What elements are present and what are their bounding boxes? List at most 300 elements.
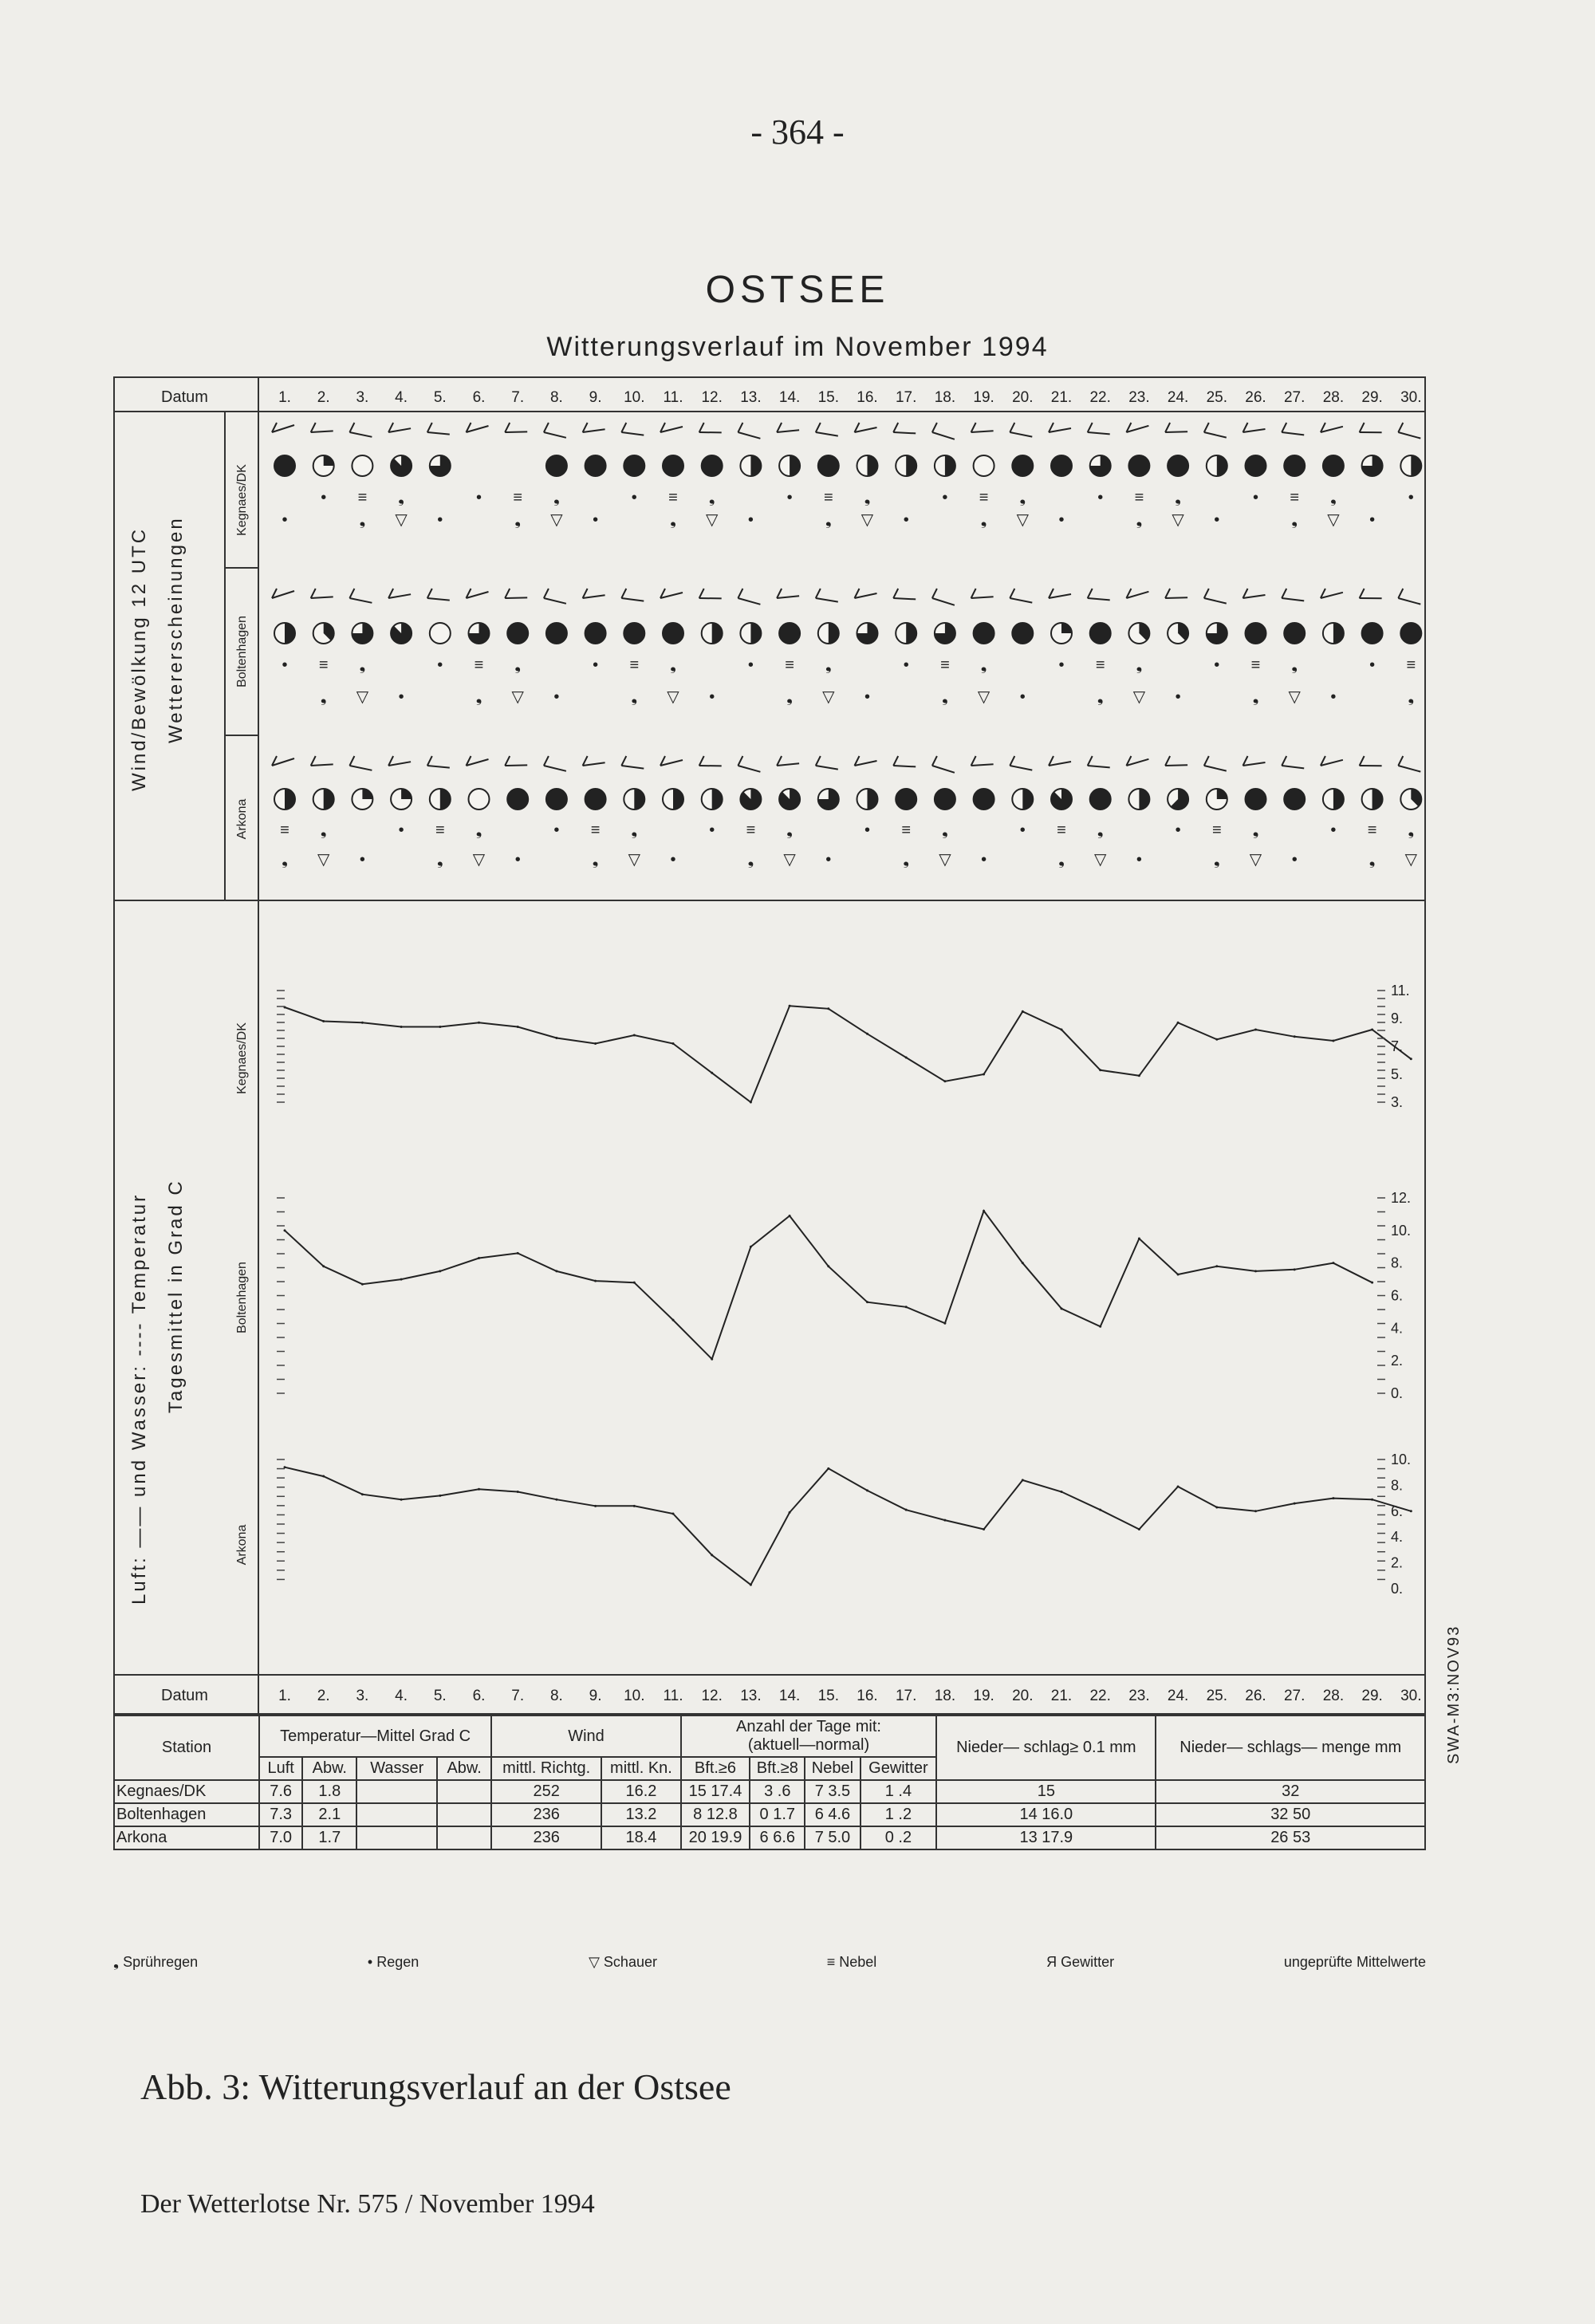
station-label-arkona-chart: Arkona bbox=[235, 1524, 249, 1566]
day-tick-label: 10. bbox=[624, 1688, 645, 1704]
cloud-cover-symbol bbox=[1284, 789, 1305, 809]
data-point bbox=[478, 1257, 480, 1259]
data-point bbox=[983, 1528, 985, 1530]
cloud-cover-symbol bbox=[1012, 455, 1033, 476]
cloud-cover-symbol bbox=[1323, 623, 1344, 644]
data-point bbox=[1177, 1273, 1180, 1275]
cloud-cover-symbol bbox=[702, 623, 723, 644]
station-header: Station bbox=[114, 1715, 259, 1780]
wind-barb bbox=[1243, 589, 1266, 598]
weather-glyph: • bbox=[282, 656, 288, 674]
cloud-cover-symbol bbox=[546, 623, 567, 644]
legend-note: ungeprüfte Mittelwerte bbox=[1283, 1954, 1426, 1970]
weather-glyph: ▽ bbox=[395, 511, 408, 529]
cloud-cover-symbol bbox=[818, 789, 839, 809]
cloud-cover-symbol bbox=[1362, 455, 1383, 476]
cloud-cover-symbol bbox=[1090, 455, 1111, 476]
wind-barb bbox=[427, 423, 450, 435]
cloud-cover-symbol bbox=[663, 455, 683, 476]
y-tick-label: 2. bbox=[1391, 1554, 1404, 1571]
wind-barb bbox=[311, 423, 333, 432]
wind-barb bbox=[1165, 423, 1187, 432]
weather-glyph: ≡ bbox=[1250, 656, 1261, 674]
weather-glyph: ❟ bbox=[359, 656, 366, 674]
weather-glyph: ≡ bbox=[629, 656, 640, 674]
col-abw: Abw. bbox=[302, 1757, 356, 1780]
wind-barb bbox=[699, 589, 722, 598]
weather-glyph: • bbox=[1330, 688, 1337, 706]
cloud-cover-symbol bbox=[1168, 623, 1188, 644]
wind-barb bbox=[1088, 756, 1110, 767]
wind-barb bbox=[1360, 756, 1382, 766]
cloud-cover-symbol bbox=[1323, 789, 1344, 809]
legend-thunder: Я Gewitter bbox=[1046, 1954, 1115, 1970]
weather-glyph: • bbox=[1330, 821, 1337, 839]
wind-barb bbox=[777, 589, 799, 598]
weather-glyph: • bbox=[1369, 656, 1376, 674]
col-luft: Luft bbox=[259, 1757, 302, 1780]
wind-barb bbox=[544, 589, 566, 604]
figure-caption: Abb. 3: Witterungsverlauf an der Ostsee bbox=[140, 2066, 731, 2107]
wind-barb bbox=[1088, 589, 1110, 600]
weather-glyph: • bbox=[786, 489, 793, 506]
weather-glyph: • bbox=[1214, 656, 1220, 674]
data-point bbox=[555, 1270, 557, 1272]
cloud-cover-symbol bbox=[935, 455, 955, 476]
day-tick-label: 11. bbox=[663, 1688, 683, 1704]
weather-glyph: ❟ bbox=[1136, 656, 1143, 674]
cloud-cover-symbol bbox=[663, 623, 683, 644]
day-tick-label: 13. bbox=[740, 389, 762, 406]
weather-glyph: ❟ bbox=[475, 688, 482, 706]
weather-glyph: ≡ bbox=[1290, 489, 1300, 506]
weather-glyph: ▽ bbox=[939, 851, 951, 869]
day-tick-label: 24. bbox=[1167, 389, 1189, 406]
day-tick-label: 5. bbox=[433, 1688, 447, 1704]
cloud-cover-symbol bbox=[857, 623, 878, 644]
weather-glyph: • bbox=[1214, 511, 1220, 529]
station-label-boltenhagen-top: Boltenhagen bbox=[235, 616, 249, 687]
weather-glyph: ❟ bbox=[1019, 489, 1026, 506]
data-point bbox=[1215, 1265, 1218, 1267]
data-point bbox=[789, 1005, 791, 1007]
y-tick-label: 4. bbox=[1391, 1529, 1404, 1546]
wind-barb bbox=[272, 589, 294, 598]
day-tick-label: 16. bbox=[857, 389, 878, 406]
data-point bbox=[322, 1265, 325, 1267]
cloud-cover-symbol bbox=[1207, 789, 1227, 809]
wind-barb bbox=[1282, 423, 1304, 435]
data-point bbox=[672, 1513, 675, 1515]
weather-glyph: • bbox=[359, 851, 365, 869]
cloud-cover-symbol bbox=[430, 789, 451, 809]
weather-glyph: ▽ bbox=[861, 511, 874, 529]
weather-glyph: ❟ bbox=[941, 688, 948, 706]
weather-glyph: ❟ bbox=[747, 851, 754, 869]
weather-glyph: ❟ bbox=[1136, 511, 1143, 529]
cloud-cover-symbol bbox=[546, 455, 567, 476]
wind-barb bbox=[427, 589, 450, 601]
weather-glyph: ❟ bbox=[980, 656, 987, 674]
y-tick-label: 10. bbox=[1391, 1222, 1412, 1239]
day-tick-label: 20. bbox=[1012, 389, 1034, 406]
day-tick-label: 22. bbox=[1089, 389, 1111, 406]
cloud-cover-symbol bbox=[1168, 789, 1188, 809]
weather-glyph: ❟ bbox=[282, 851, 288, 869]
day-tick-label: 5. bbox=[433, 389, 447, 406]
wind-barb bbox=[1282, 589, 1304, 601]
data-point bbox=[789, 1215, 791, 1217]
weather-glyph: ❟ bbox=[1097, 821, 1104, 839]
y-tick-label: 9. bbox=[1391, 1010, 1404, 1026]
weather-glyph: ≡ bbox=[474, 656, 484, 674]
col-wasser: Wasser bbox=[356, 1757, 437, 1780]
weather-glyph: • bbox=[282, 511, 288, 529]
weather-glyph: ❟ bbox=[1252, 821, 1259, 839]
weather-glyph: ▽ bbox=[628, 851, 640, 869]
wind-barb bbox=[388, 756, 411, 766]
weather-chart-svg bbox=[113, 376, 1426, 1715]
wind-barb bbox=[1243, 756, 1266, 766]
weather-glyph: ❟ bbox=[670, 656, 676, 674]
data-point bbox=[439, 1026, 441, 1028]
data-point bbox=[478, 1022, 480, 1024]
datum-label-bottom: Datum bbox=[161, 1687, 208, 1704]
wind-barb bbox=[893, 589, 916, 599]
cloud-cover-symbol bbox=[352, 455, 372, 476]
weather-glyph: ❟ bbox=[1408, 688, 1415, 706]
weather-glyph: ▽ bbox=[977, 688, 990, 706]
data-point bbox=[1254, 1510, 1257, 1512]
data-point bbox=[1254, 1270, 1257, 1272]
day-tick-label: 20. bbox=[1012, 1688, 1034, 1704]
wind-barb bbox=[349, 423, 372, 437]
data-point bbox=[711, 1554, 713, 1556]
weather-glyph: • bbox=[1136, 851, 1142, 869]
spray-icon: ❟ bbox=[113, 1954, 120, 1970]
weather-glyph: ≡ bbox=[1134, 489, 1144, 506]
weather-glyph: ❟ bbox=[1329, 489, 1337, 506]
weather-glyph: • bbox=[1097, 489, 1104, 506]
wind-barb bbox=[1010, 423, 1032, 437]
cloud-cover-symbol bbox=[585, 789, 606, 809]
day-tick-label: 4. bbox=[395, 389, 408, 406]
day-tick-label: 6. bbox=[472, 1688, 486, 1704]
wind-barb bbox=[1126, 423, 1148, 432]
data-point bbox=[517, 1026, 519, 1028]
day-tick-label: 19. bbox=[973, 389, 994, 406]
cloud-cover-symbol bbox=[702, 455, 723, 476]
data-point bbox=[517, 1491, 519, 1493]
day-tick-label: 12. bbox=[701, 1688, 723, 1704]
data-point bbox=[1177, 1022, 1180, 1024]
cloud-cover-symbol bbox=[313, 455, 334, 476]
wind-barb bbox=[544, 423, 566, 438]
cloud-cover-symbol bbox=[1362, 623, 1383, 644]
data-point bbox=[1177, 1486, 1180, 1488]
wind-barb bbox=[777, 423, 799, 432]
weather-glyph: ▽ bbox=[1132, 688, 1146, 706]
data-point bbox=[672, 1319, 675, 1322]
wind-barb bbox=[893, 423, 916, 433]
weather-glyph: ❟ bbox=[320, 688, 327, 706]
weather-glyph: • bbox=[1019, 821, 1026, 839]
wind-barb bbox=[893, 756, 916, 766]
data-point bbox=[439, 1495, 441, 1497]
wind-barb bbox=[1049, 423, 1071, 432]
weather-glyph: • bbox=[631, 489, 637, 506]
weather-glyph: ▽ bbox=[472, 851, 486, 869]
weather-phenomena-label: Wettererscheinungen bbox=[165, 516, 187, 743]
day-tick-label: 23. bbox=[1128, 389, 1150, 406]
day-tick-label: 30. bbox=[1400, 1688, 1422, 1704]
weather-glyph: ▽ bbox=[1249, 851, 1262, 869]
legend-rain: • Regen bbox=[367, 1954, 419, 1970]
cloud-cover-symbol bbox=[274, 455, 295, 476]
y-tick-label: 0. bbox=[1391, 1385, 1404, 1401]
weather-glyph: • bbox=[553, 688, 560, 706]
weather-glyph: • bbox=[593, 511, 599, 529]
data-point bbox=[1371, 1029, 1373, 1031]
weather-glyph: ❟ bbox=[631, 688, 638, 706]
wind-barb bbox=[1049, 589, 1071, 598]
day-tick-label: 29. bbox=[1361, 389, 1383, 406]
cloud-cover-symbol bbox=[740, 623, 761, 644]
weather-glyph: • bbox=[1175, 688, 1181, 706]
weather-glyph: ≡ bbox=[435, 821, 445, 839]
cloud-cover-symbol bbox=[935, 789, 955, 809]
weather-glyph: • bbox=[593, 656, 599, 674]
weather-glyph: ❟ bbox=[475, 821, 482, 839]
cloud-cover-symbol bbox=[585, 623, 606, 644]
data-point bbox=[1215, 1506, 1218, 1508]
wind-barb bbox=[1282, 756, 1304, 768]
day-tick-label: 16. bbox=[857, 1688, 878, 1704]
cloud-cover-symbol bbox=[857, 455, 878, 476]
temperature-charts bbox=[277, 983, 1412, 1597]
weather-glyph: • bbox=[514, 851, 521, 869]
wind-barb bbox=[1204, 756, 1227, 771]
data-point bbox=[1332, 1040, 1334, 1042]
cloud-cover-symbol bbox=[702, 789, 723, 809]
cloud-cover-symbol bbox=[313, 789, 334, 809]
day-tick-label: 18. bbox=[934, 1688, 956, 1704]
cloud-cover-symbol bbox=[779, 623, 800, 644]
data-point bbox=[1371, 1499, 1373, 1501]
wind-barb bbox=[583, 589, 605, 598]
data-point bbox=[1294, 1268, 1296, 1270]
wind-barb bbox=[932, 589, 955, 605]
weather-glyph: ❟ bbox=[670, 511, 676, 529]
legend-fog: ≡ Nebel bbox=[826, 1954, 877, 1970]
cloud-cover-symbol bbox=[663, 789, 683, 809]
weather-glyph: ❟ bbox=[1097, 688, 1104, 706]
day-tick-label: 25. bbox=[1206, 389, 1228, 406]
wind-barb bbox=[467, 589, 489, 598]
day-tick-label: 29. bbox=[1361, 1688, 1383, 1704]
weather-glyph: ❟ bbox=[1291, 511, 1298, 529]
precip-days-header: Nieder— schlag≥ 0.1 mm bbox=[936, 1715, 1156, 1780]
data-point bbox=[1410, 1058, 1412, 1060]
wind-barb bbox=[855, 756, 877, 766]
wind-barb bbox=[932, 423, 955, 439]
weather-glyph: • bbox=[553, 821, 560, 839]
weather-glyph: • bbox=[321, 489, 327, 506]
wind-header: Wind bbox=[491, 1715, 681, 1757]
wind-barb bbox=[1398, 756, 1420, 772]
col-bft8: Bft.≥8 bbox=[750, 1757, 805, 1780]
wind-barb bbox=[738, 423, 760, 439]
wind-barb bbox=[660, 423, 683, 432]
cloud-cover-symbol bbox=[1128, 789, 1149, 809]
data-point bbox=[1294, 1035, 1296, 1038]
wind-barb bbox=[388, 589, 411, 598]
wind-barb bbox=[971, 756, 994, 766]
wind-barb bbox=[1360, 423, 1382, 432]
data-point bbox=[1138, 1074, 1140, 1077]
temperature-label: Luft: —— und Wasser: ---- Temperatur bbox=[128, 1192, 150, 1605]
data-point bbox=[827, 1265, 829, 1267]
cloud-cover-symbol bbox=[1246, 455, 1266, 476]
day-tick-label: 15. bbox=[817, 389, 840, 406]
data-point bbox=[1371, 1282, 1373, 1284]
weather-glyph: • bbox=[1058, 511, 1065, 529]
day-tick-label: 3. bbox=[356, 389, 369, 406]
day-tick-label: 8. bbox=[549, 1688, 563, 1704]
weather-glyph: ▽ bbox=[1016, 511, 1029, 529]
cloud-cover-symbol bbox=[1051, 789, 1072, 809]
wind-barb bbox=[1321, 423, 1343, 432]
data-point bbox=[1138, 1528, 1140, 1530]
weather-glyph: • bbox=[398, 821, 404, 839]
day-tick-label: 19. bbox=[973, 1688, 994, 1704]
cloud-cover-symbol bbox=[274, 623, 295, 644]
y-tick-label: 7. bbox=[1391, 1038, 1404, 1054]
day-tick-label: 26. bbox=[1245, 1688, 1266, 1704]
data-point bbox=[322, 1020, 325, 1022]
data-point bbox=[866, 1033, 868, 1035]
wind-barb bbox=[1049, 756, 1071, 766]
wind-barb bbox=[971, 589, 994, 598]
weather-glyph: ❟ bbox=[1175, 489, 1182, 506]
wind-barb bbox=[1398, 589, 1420, 605]
cloud-cover-symbol bbox=[896, 623, 916, 644]
day-tick-label: 25. bbox=[1206, 1688, 1228, 1704]
footer: Der Wetterlotse Nr. 575 / November 1994 bbox=[140, 2189, 595, 2219]
data-point bbox=[400, 1278, 403, 1281]
data-point bbox=[711, 1358, 713, 1361]
cloud-cover-symbol bbox=[740, 455, 761, 476]
col-richtg: mittl. Richtg. bbox=[491, 1757, 601, 1780]
col-bft6: Bft.≥6 bbox=[681, 1757, 750, 1780]
wind-barb bbox=[1088, 423, 1110, 434]
weather-glyph: • bbox=[1019, 688, 1026, 706]
data-point bbox=[361, 1283, 364, 1286]
data-point bbox=[789, 1511, 791, 1514]
wind-barb bbox=[1165, 589, 1187, 598]
data-point bbox=[594, 1280, 597, 1282]
weather-glyph: ❟ bbox=[786, 688, 794, 706]
cloud-cover-symbol bbox=[624, 623, 644, 644]
air-temperature-line bbox=[285, 1211, 1372, 1359]
cloud-cover-symbol bbox=[507, 623, 528, 644]
day-tick-label: 11. bbox=[663, 389, 683, 406]
data-point bbox=[1022, 1479, 1024, 1481]
data-point bbox=[594, 1505, 597, 1507]
wind-barb bbox=[699, 423, 722, 432]
weather-glyph: ≡ bbox=[668, 489, 678, 506]
weather-glyph: • bbox=[903, 656, 909, 674]
cloud-cover-symbol bbox=[585, 455, 606, 476]
cloud-cover-symbol bbox=[1012, 789, 1033, 809]
cloud-cover-symbol bbox=[1090, 789, 1111, 809]
wind-barb bbox=[621, 589, 644, 601]
data-point bbox=[672, 1042, 675, 1045]
data-point bbox=[633, 1282, 636, 1284]
cloud-cover-symbol bbox=[313, 623, 334, 644]
day-tick-label: 14. bbox=[778, 1688, 801, 1704]
weather-glyph: ▽ bbox=[1094, 851, 1107, 869]
cloud-cover-symbol bbox=[818, 455, 839, 476]
wind-barb bbox=[1204, 589, 1227, 604]
weather-glyph: ≡ bbox=[901, 821, 912, 839]
count-header: Anzahl der Tage mit: (aktuell—normal) bbox=[681, 1715, 936, 1757]
table-row: Kegnaes/DK 7.6 1.8 252 16.2 15 17.4 3 .6 7 3.5 1 .4 15 32 bbox=[114, 1780, 1425, 1803]
col-kn: mittl. Kn. bbox=[601, 1757, 681, 1780]
cloud-cover-symbol bbox=[391, 623, 412, 644]
weather-glyph: ▽ bbox=[356, 688, 369, 706]
cloud-cover-symbol bbox=[1284, 455, 1305, 476]
data-point bbox=[943, 1322, 946, 1325]
weather-glyph: • bbox=[1175, 821, 1181, 839]
wind-barb bbox=[660, 589, 683, 598]
date-axis-bottom bbox=[278, 1688, 1426, 1704]
weather-glyph: • bbox=[1252, 489, 1259, 506]
station-label-arkona-top: Arkona bbox=[235, 798, 249, 840]
data-point bbox=[750, 1584, 752, 1586]
cloud-cover-symbol bbox=[974, 623, 994, 644]
weather-glyph: • bbox=[437, 656, 443, 674]
data-point bbox=[1061, 1491, 1063, 1493]
data-point bbox=[1254, 1029, 1257, 1031]
cloud-cover-symbol bbox=[391, 789, 412, 809]
data-point bbox=[1099, 1069, 1101, 1071]
legend-shower: ▽ Schauer bbox=[589, 1954, 657, 1970]
cloud-cover-symbol bbox=[818, 623, 839, 644]
weather-glyph: ▽ bbox=[822, 688, 835, 706]
weather-glyph: ❟ bbox=[1291, 656, 1298, 674]
data-point bbox=[361, 1493, 364, 1495]
cloud-cover-symbol bbox=[1051, 455, 1072, 476]
cloud-cover-symbol bbox=[935, 623, 955, 644]
weather-glyph: ≡ bbox=[590, 821, 601, 839]
weather-glyph: • bbox=[1369, 511, 1376, 529]
data-point bbox=[1294, 1503, 1296, 1505]
cloud-cover-symbol bbox=[469, 789, 490, 809]
wind-barb bbox=[621, 756, 644, 769]
weather-glyph: ▽ bbox=[1172, 511, 1184, 529]
weather-glyph: ▽ bbox=[550, 511, 563, 529]
cloud-cover-symbol bbox=[274, 789, 295, 809]
weather-glyph: • bbox=[1408, 489, 1414, 506]
weather-glyph: • bbox=[747, 511, 754, 529]
weather-glyph: ≡ bbox=[318, 656, 329, 674]
air-temperature-line bbox=[285, 1006, 1411, 1102]
data-point bbox=[284, 1229, 286, 1231]
day-tick-label: 7. bbox=[511, 389, 525, 406]
wind-barb bbox=[349, 756, 372, 770]
cloud-cover-symbol bbox=[1362, 789, 1383, 809]
